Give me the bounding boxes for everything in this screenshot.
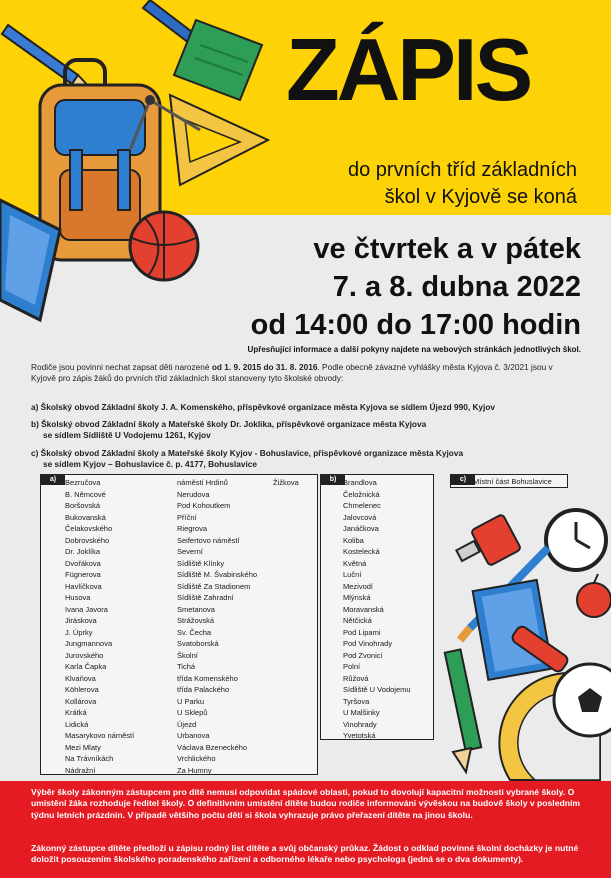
street-item: Dobrovského xyxy=(65,535,110,545)
intro-text: . Podle obecně závazné vyhlášky města Kyjova č. 3/2021 jsou v Kyjově pro zápis žáků do prvních tříd základních škol stanoveny tyto školské obvody: xyxy=(31,362,553,383)
list-tag: b) xyxy=(321,475,345,485)
district-b-line: se sídlem Sídliště U Vodojemu 1261, Kyjov xyxy=(43,430,211,440)
street-item: Dvořákova xyxy=(65,558,101,568)
event-date: 7. a 8. dubna 2022 xyxy=(332,271,581,303)
protractor-icon xyxy=(499,673,600,780)
street-column xyxy=(343,477,411,742)
street-list-c xyxy=(450,474,568,488)
street-item: Jurovského xyxy=(65,650,104,660)
street-column xyxy=(177,477,257,776)
street-item: B. Němcové xyxy=(65,489,106,499)
pencil-icon xyxy=(445,649,481,772)
district-c-line: se sídlem Kyjov – Bohuslavice č. p. 4177, Bohuslavice xyxy=(43,459,257,469)
street-item: Újezd xyxy=(177,719,197,729)
apple-icon xyxy=(577,574,611,617)
street-item: Květná xyxy=(343,558,367,568)
street-item: Tichá xyxy=(177,662,196,671)
street-item: Kollárova xyxy=(65,696,97,706)
street-item: Vrchlického xyxy=(177,754,216,763)
street-item: Urbanova xyxy=(177,731,210,740)
district-b-line: b) Školský obvod Základní školy a Mateřské školy Dr. Joklika, příspěvkové organizace města Kyjova xyxy=(31,419,427,429)
soccer-ball-icon xyxy=(554,664,611,736)
street-item: Ivana Javora xyxy=(65,604,108,614)
street-item: Seifertovo náměstí xyxy=(177,535,240,545)
list-tag: a) xyxy=(41,475,65,485)
street-item: Václava Bzeneckého xyxy=(177,742,248,752)
district-c-line: c) Školský obvod Základní školy a Mateřské školy Kyjov - Bohuslavice, příspěvkové organizace města Kyjova xyxy=(31,448,464,458)
street-item: Klvaňova xyxy=(65,673,96,683)
street-item: Nětčická xyxy=(343,616,372,625)
street-item: Dr. Joklíka xyxy=(65,547,101,556)
street-item: Na Trávníkách xyxy=(65,754,114,763)
street-item: Smetanova xyxy=(177,604,215,614)
street-item: Pod Kohoutkem xyxy=(177,501,231,510)
street-item: Polní xyxy=(343,662,361,671)
footer-paragraph: Výběr školy zákonným zástupcem pro dítě nemusí odpovídat spádové oblasti, pokud to dovolují kapacitní možnosti vybrané školy. O umístění žáka rozhoduje ředitel školy. O definitivním umístění dítěte budou rodiče informováni vývěskou na budově školy v posledním týdnu letních prázdnin. V případě většího počtu dětí si škola vyhrazuje právo přeřazení dítěte na jinou školu. xyxy=(31,787,580,820)
street-item: Sv. Čecha xyxy=(177,627,212,637)
event-time: od 14:00 do 17:00 hodin xyxy=(250,309,581,341)
event-days: ve čtvrtek a v pátek xyxy=(313,233,581,265)
street-item: Sídliště Klínky xyxy=(177,558,225,568)
intro-paragraph xyxy=(31,362,579,384)
street-item: Čelakovského xyxy=(65,524,113,533)
street-item: Riegrova xyxy=(177,524,208,533)
street-item: Brandlova xyxy=(343,478,377,487)
street-item: Koliba xyxy=(343,535,364,545)
paintbrush-icon xyxy=(460,548,548,640)
info-note: Upřesňující informace a další pokyny najdete na webových stránkách jednotlivých škol. xyxy=(247,345,581,354)
street-item: Tyršova xyxy=(343,696,370,706)
street-item: Köhlerova xyxy=(65,685,99,694)
street-item: Yvetotská xyxy=(343,731,376,740)
street-list-a xyxy=(40,474,318,775)
subtitle-line: škol v Kyjově se koná xyxy=(384,186,577,208)
street-item: Fügnerova xyxy=(65,570,101,579)
street-item: Strážovská xyxy=(177,616,215,625)
street-item: Janáčkova xyxy=(343,524,379,533)
street-item: Sídliště Za Stadionem xyxy=(177,581,251,591)
street-item: U Malšinky xyxy=(343,708,380,717)
event-schedule xyxy=(251,230,581,344)
street-item: Masarykovo náměstí xyxy=(65,731,135,740)
footer-paragraph: Zákonný zástupce dítěte předloží u zápisu rodný list dítěte a svůj občanský průkaz. Žádost o odklad povinné školní docházky je nutné doložit posouzením školského poradenského zařízení a odborného lékaře nebo psychologa (jedná se o dva dokumenty). xyxy=(31,843,579,865)
glue-bottle-icon xyxy=(456,514,521,566)
street-item: Za Humny xyxy=(177,765,212,775)
street-item: Pod Vinohrady xyxy=(343,639,393,648)
street-item: Vinohrady xyxy=(343,719,377,729)
street-item: Boršovská xyxy=(65,501,101,510)
street-item: Pod Zvonicí xyxy=(343,650,383,660)
district-b-heading xyxy=(31,419,591,441)
street-item: Moravanská xyxy=(343,604,384,614)
page-title: ZÁPIS xyxy=(286,20,531,119)
stapler-icon xyxy=(510,624,569,673)
street-item: Mezivodí xyxy=(343,581,374,591)
clock-icon xyxy=(546,510,606,570)
street-item: Mezi Mlaty xyxy=(65,742,101,752)
street-item: Sídliště Zahradní xyxy=(177,593,234,602)
street-column xyxy=(273,477,299,489)
street-column xyxy=(65,477,134,776)
red-footer-band xyxy=(0,781,611,878)
street-item: U Sklepů xyxy=(177,708,208,717)
street-item: Sídliště M. Švabinského xyxy=(177,570,258,579)
street-item: Havlíčkova xyxy=(65,581,102,591)
street-item: U Parku xyxy=(177,696,205,706)
subtitle xyxy=(348,157,577,211)
street-item: Jiráskova xyxy=(65,616,97,625)
street-item: Kostelecká xyxy=(343,547,380,556)
street-item: Luční xyxy=(343,570,362,579)
street-item: Svatoborská xyxy=(177,639,219,648)
street-item: Sídliště U Vodojemu xyxy=(343,685,411,694)
street-item: Severní xyxy=(177,547,203,556)
street-item: Místní část Bohuslavice xyxy=(473,477,552,486)
street-item: náměstí Hrdinů xyxy=(177,478,228,487)
street-column xyxy=(473,476,552,488)
street-item: Chmelenec xyxy=(343,501,381,510)
street-item: Karla Čapka xyxy=(65,662,107,671)
notepad-icon xyxy=(473,580,553,680)
street-item: Mlýnská xyxy=(343,593,371,602)
street-item: Čeložnická xyxy=(343,489,380,499)
street-item: Nádražní xyxy=(65,765,96,775)
street-item: Pod Lipami xyxy=(343,627,381,637)
list-tag: c) xyxy=(451,475,475,485)
street-item: Příční xyxy=(177,512,197,522)
street-item: Žižkova xyxy=(273,478,299,487)
street-item: Jungmannova xyxy=(65,639,113,648)
street-item: Nerudova xyxy=(177,489,210,499)
book-icon xyxy=(0,200,60,320)
subtitle-line: do prvních tříd základních xyxy=(347,159,577,181)
street-item: Školní xyxy=(177,650,198,660)
street-item: třída Komenského xyxy=(177,673,238,683)
street-item: Lidická xyxy=(65,719,89,729)
street-list-b xyxy=(320,474,434,740)
street-item: třída Palackého xyxy=(177,685,230,694)
street-item: Jalovcová xyxy=(343,512,377,522)
street-item: Bezručova xyxy=(65,478,101,487)
street-item: Růžová xyxy=(343,673,369,683)
street-item: Husova xyxy=(65,593,91,602)
street-item: Krátká xyxy=(65,708,87,717)
district-c-heading xyxy=(31,448,591,470)
intro-birth-dates: od 1. 9. 2015 do 31. 8. 2016 xyxy=(211,362,318,372)
basketball-icon xyxy=(130,212,198,280)
intro-text: Rodiče jsou povinni nechat zapsat děti narozené xyxy=(31,362,212,372)
district-a-heading: a) Školský obvod Základní školy J. A. Komenského, příspěvkové organizace města Kyjova se sídlem Újezd 990, Kyjov xyxy=(31,402,496,412)
street-item: J. Úprky xyxy=(65,627,93,637)
street-item: Bukovanská xyxy=(65,512,106,522)
